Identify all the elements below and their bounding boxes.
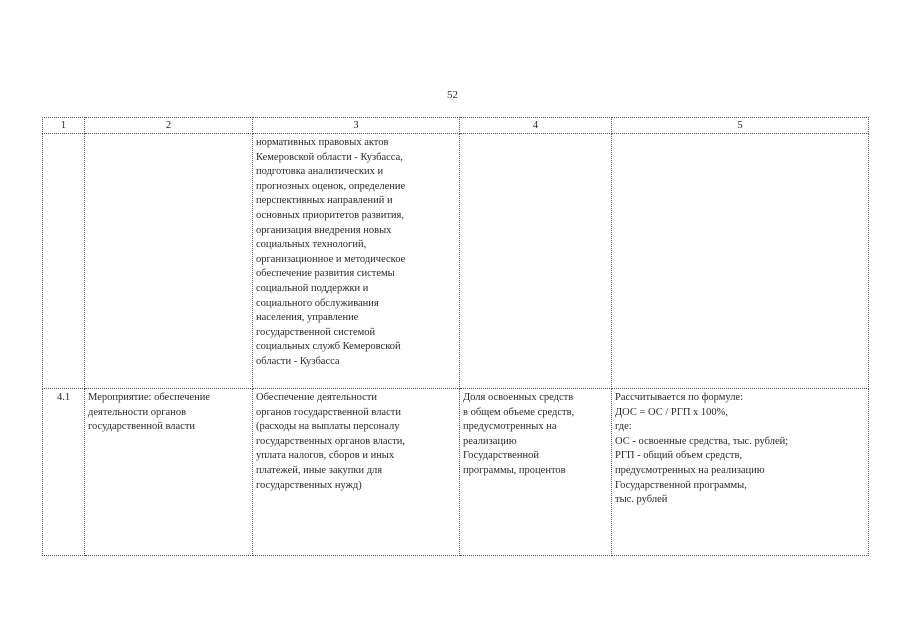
event-description-cell: Обеспечение деятельности органов государственной власти (расходы на выплаты персоналу государственных органов власти, уплата налогов, сборов и иных платежей, иные закупки для государственных нужд): [253, 389, 460, 556]
indicator-formula-cell: Рассчитывается по формуле: ДОС = ОС / РГП x 100%, где: ОС - освоенные средства, тыс. рублей; РГП - общий объем средств, предусмотренных на реализацию Государственной программы, тыс. рублей: [612, 389, 869, 556]
column-header: 3: [253, 118, 460, 134]
column-header: 1: [43, 118, 85, 134]
event-description-cell: нормативных правовых актов Кемеровской области - Кузбасса, подготовка аналитических и прогнозных оценок, определение перспективных направлений и основных приоритетов развития, организация внедрения новых социальных технологий, организационное и методическое обеспечение развития системы социальной поддержки и социального обслуживания населения, управление государственной системой социальных служб Кемеровской области - Кузбасса: [253, 134, 460, 389]
column-header: 5: [612, 118, 869, 134]
table-row: [43, 389, 869, 556]
indicator-name-cell: Доля освоенных средств в общем объеме средств, предусмотренных на реализацию Государственной программы, процентов: [460, 389, 612, 556]
row-number-cell: 4.1: [43, 389, 85, 556]
event-name-cell: [85, 134, 253, 389]
column-header: 2: [85, 118, 253, 134]
indicator-formula-cell: [612, 134, 869, 389]
page-number: 52: [447, 89, 458, 101]
table-header-row: [43, 118, 869, 134]
column-header: 4: [460, 118, 612, 134]
row-number-cell: [43, 134, 85, 389]
indicator-name-cell: [460, 134, 612, 389]
event-name-cell: Мероприятие: обеспечение деятельности органов государственной власти: [85, 389, 253, 556]
indicators-table: [42, 117, 869, 556]
table-row: [43, 134, 869, 389]
